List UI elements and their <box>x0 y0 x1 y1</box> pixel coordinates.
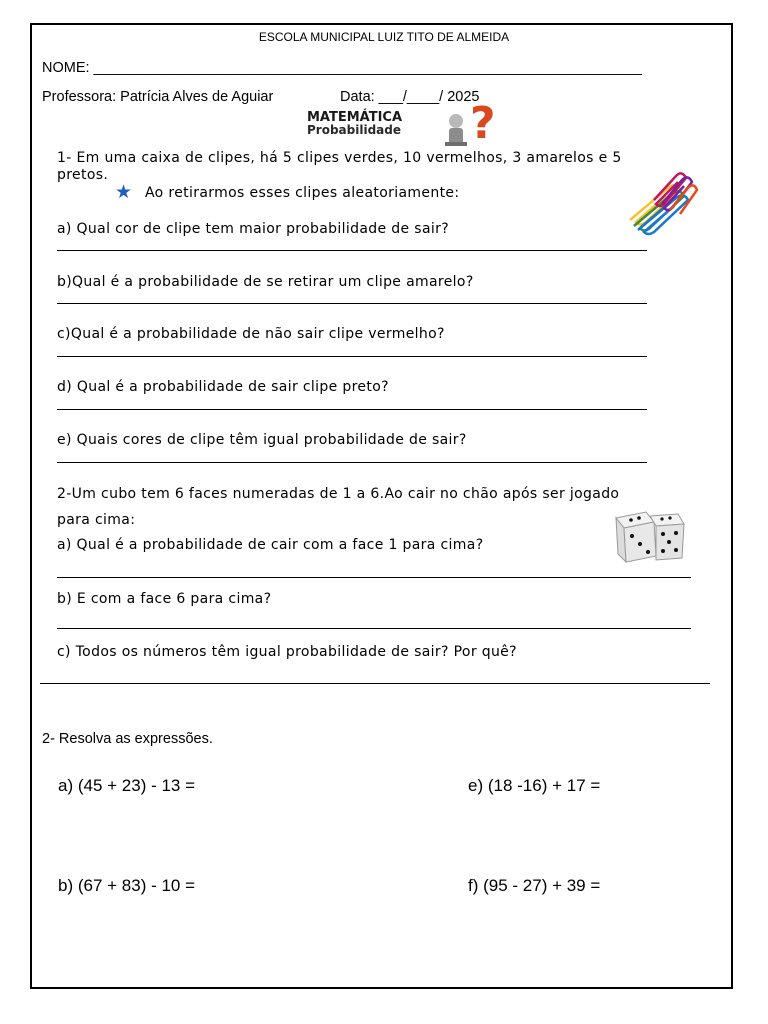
dice-icon <box>610 508 686 566</box>
section1-intro-line2: pretos. <box>57 167 109 183</box>
name-field[interactable]: NOME: ____________________________________________________________________ <box>42 60 642 76</box>
logo-title: MATEMÁTICA <box>307 110 403 125</box>
section1-instruction: Ao retirarmos esses clipes aleatoriamente: <box>145 185 460 201</box>
answer-line-1b[interactable] <box>57 303 647 304</box>
answer-line-1e[interactable] <box>57 462 647 463</box>
question-2a: a) Qual é a probabilidade de cair com a face 1 para cima? <box>57 537 484 553</box>
page-border <box>30 23 733 989</box>
question-1e: e) Quais cores de clipe têm igual probabilidade de sair? <box>57 432 467 448</box>
math-logo <box>307 111 402 137</box>
question-2c: c) Todos os números têm igual probabilidade de sair? Por quê? <box>57 644 517 660</box>
answer-line-1c[interactable] <box>57 356 647 357</box>
answer-line-1a[interactable] <box>57 250 647 251</box>
section3-title: 2- Resolva as expressões. <box>42 731 213 747</box>
expression-e: e) (18 -16) + 17 = <box>468 776 601 795</box>
answer-line-2a[interactable] <box>57 577 691 578</box>
school-name: ESCOLA MUNICIPAL LUIZ TITO DE ALMEIDA <box>258 30 510 44</box>
expression-f: f) (95 - 27) + 39 = <box>468 876 601 895</box>
teacher-name: Professora: Patrícia Alves de Aguiar <box>42 89 274 105</box>
section2-intro-line2: para cima: <box>57 512 136 528</box>
answer-line-2b[interactable] <box>57 628 691 629</box>
question-1b: b)Qual é a probabilidade de se retirar um clipe amarelo? <box>57 274 474 290</box>
section2-intro-line1: 2-Um cubo tem 6 faces numeradas de 1 a 6.Ao cair no chão após ser jogado <box>57 486 620 502</box>
section1-intro-line1: 1- Em uma caixa de clipes, há 5 clipes verdes, 10 vermelhos, 3 amarelos e 5 <box>57 150 622 166</box>
paper-clips-icon <box>620 170 700 236</box>
question-1a: a) Qual cor de clipe tem maior probabilidade de sair? <box>57 221 450 237</box>
answer-line-2c[interactable] <box>40 683 710 684</box>
question-1d: d) Qual é a probabilidade de sair clipe preto? <box>57 379 389 395</box>
question-mark-icon: ? <box>470 98 496 149</box>
logo-subtitle: Probabilidade <box>307 123 401 137</box>
star-icon: ★ <box>115 182 133 203</box>
question-1c: c)Qual é a probabilidade de não sair clipe vermelho? <box>57 326 445 342</box>
expression-a: a) (45 + 23) - 13 = <box>58 776 196 795</box>
date-field[interactable]: Data: ___/____/ 2025 <box>340 89 480 105</box>
expression-b: b) (67 + 83) - 10 = <box>58 876 196 895</box>
question-2b: b) E com a face 6 para cima? <box>57 591 272 607</box>
answer-line-1d[interactable] <box>57 409 647 410</box>
